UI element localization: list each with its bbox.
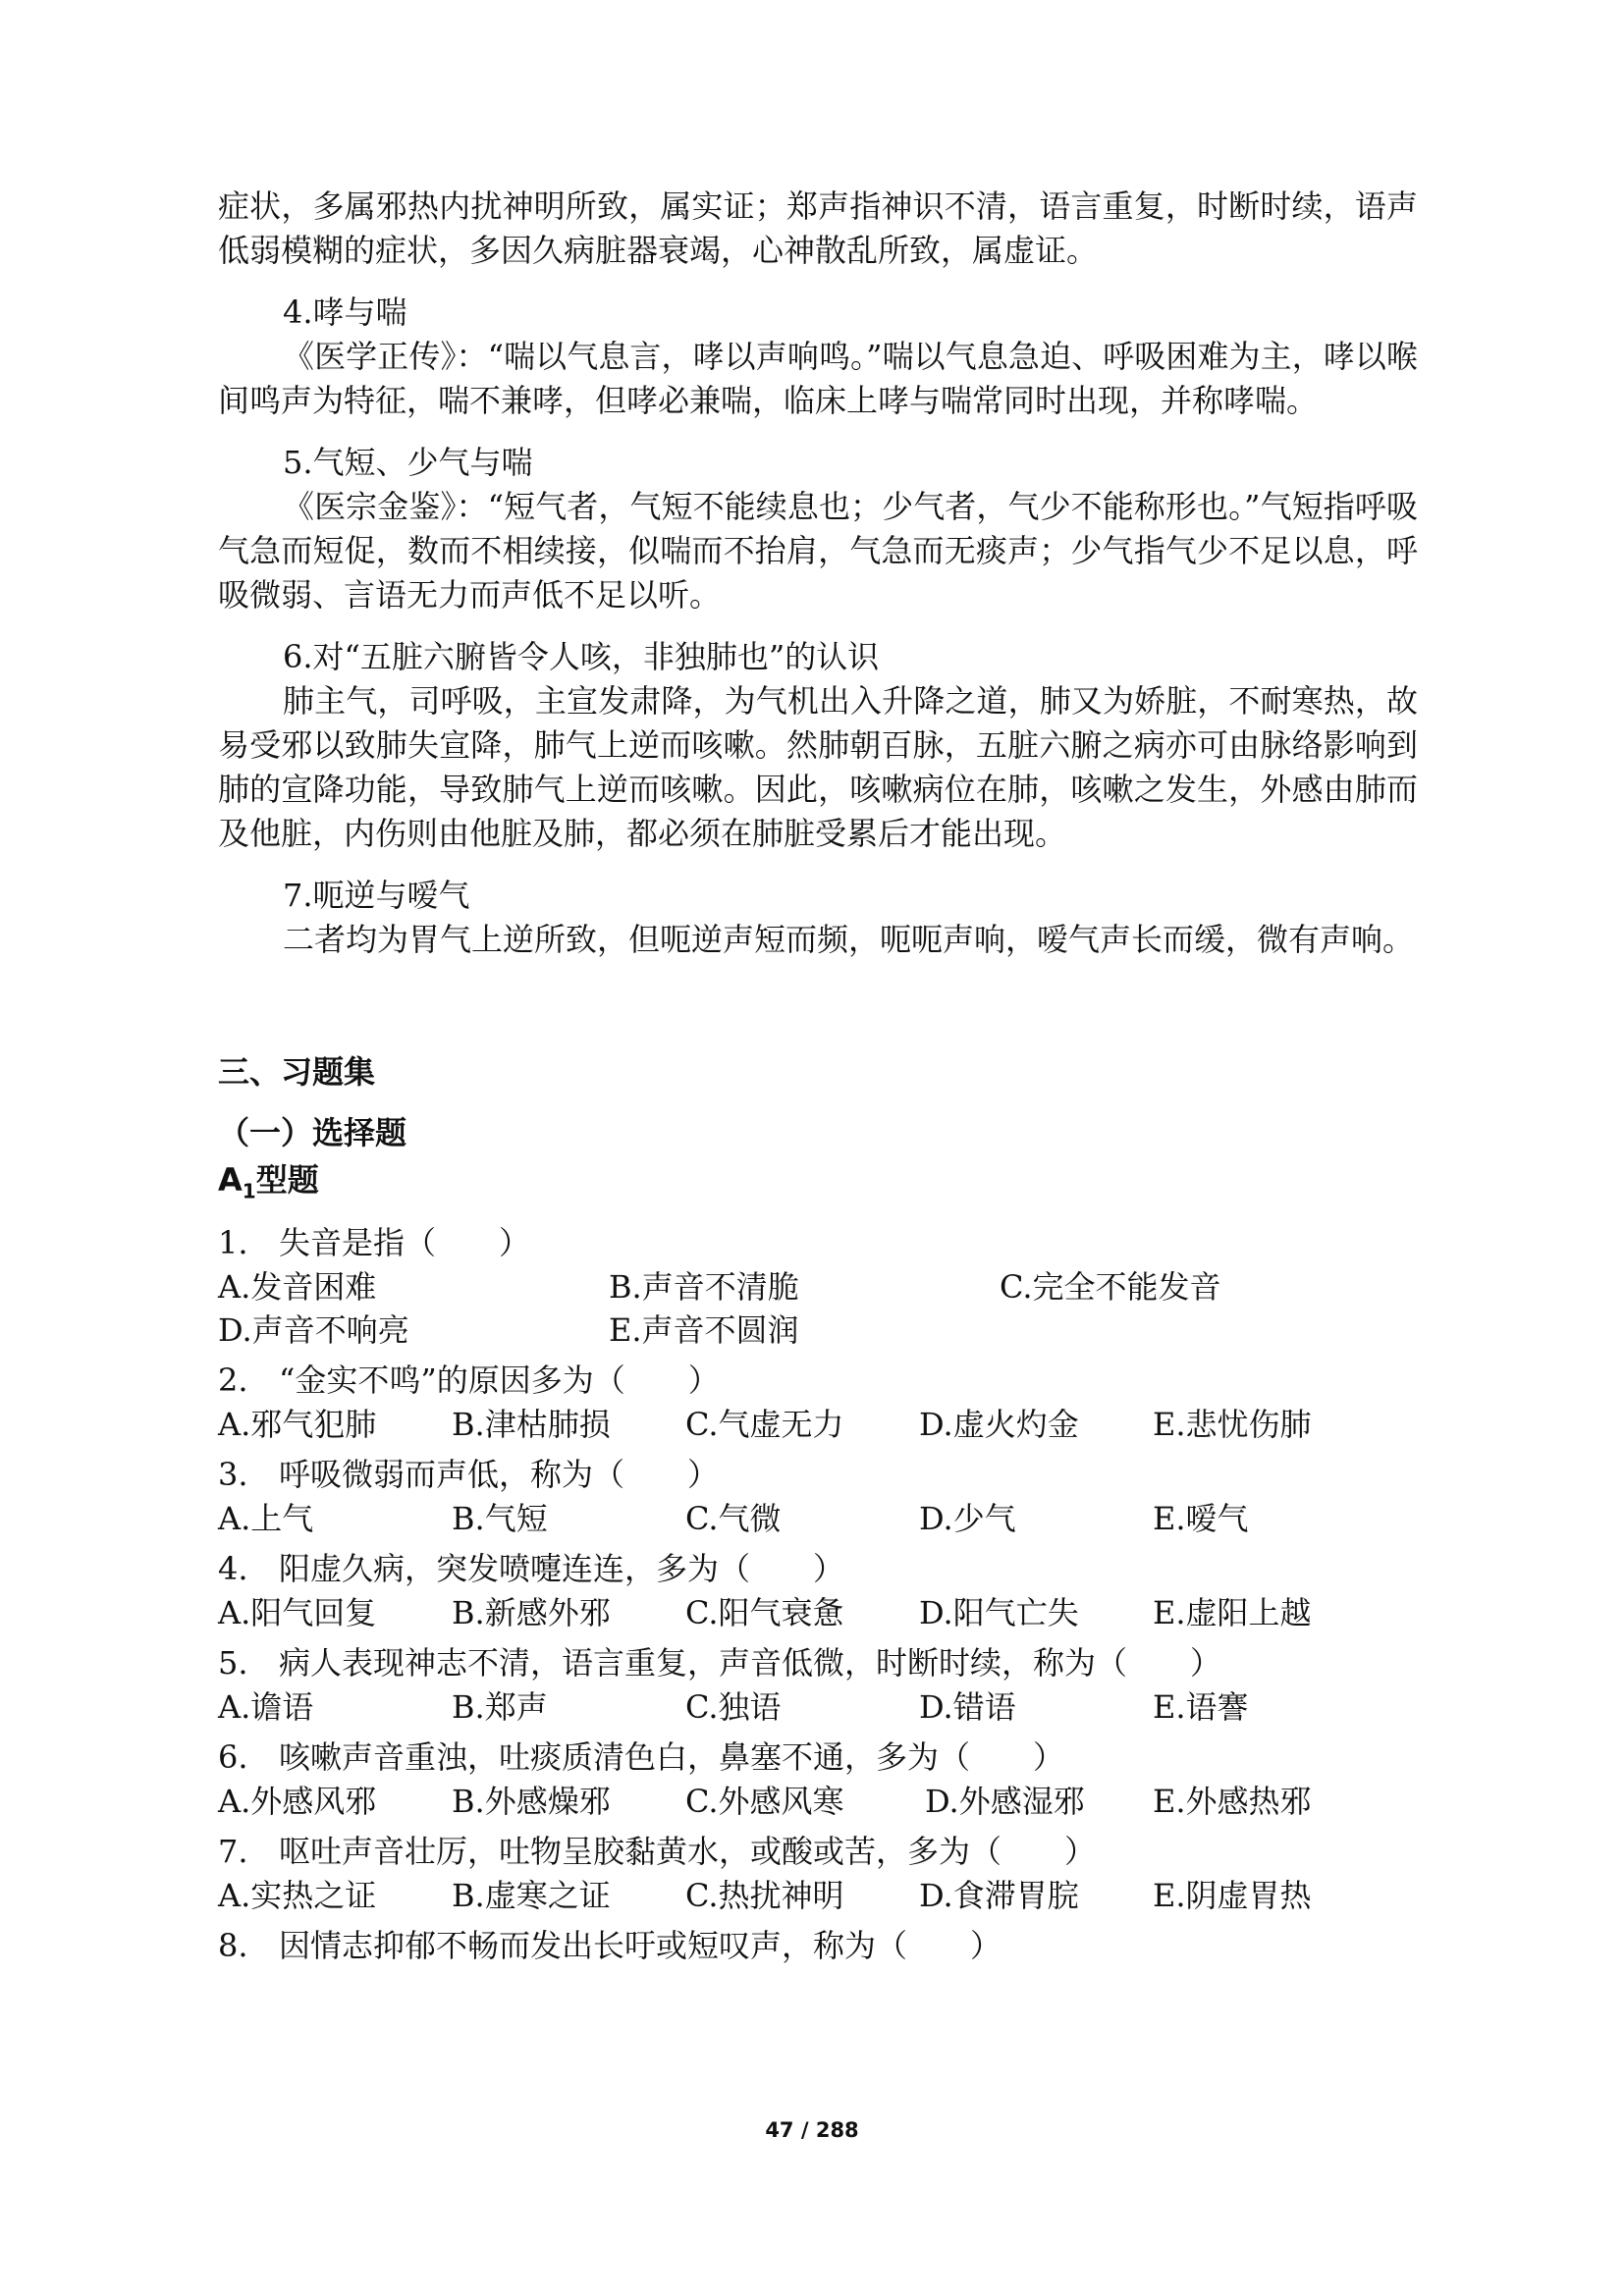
option: B.津枯肺损 [452,1406,611,1444]
option: E.阴虚胃热 [1153,1877,1312,1915]
option: A.发音困难 [218,1268,377,1307]
question-list [218,1220,1418,1968]
question-type-label: $A_1$型题 [218,1161,319,1203]
option: C.气微 [685,1500,782,1538]
option: C.气虚无力 [685,1406,844,1444]
option: E.虚阳上越 [1153,1594,1312,1632]
paragraph-6: 肺主气，司呼吸，主宣发肃降，为气机出入升降之道，肺又为娇脏，不耐寒热，故易受邪以致肺失宣降，肺气上逆而咳嗽。然肺朝百脉，五脏六腑之病亦可由脉络影响到肺的宣降功能，导致肺气上逆而咳嗽。因此，咳嗽病位在肺，咳嗽之发生，外感由肺而及他脏，内伤则由他脏及肺，都必须在肺脏受累后才能出现。 [218,682,1418,852]
option: C.完全不能发音 [1000,1268,1221,1307]
option: C.外感风寒 [685,1783,844,1821]
question-stem: 3. 呼吸微弱而声低，称为（ ） [218,1456,720,1494]
option-row [218,1308,1418,1352]
option: C.独语 [685,1688,782,1727]
option: C.热扰神明 [685,1877,844,1915]
option: E.声音不圆润 [609,1311,799,1350]
heading-7: 7.呃逆与嗳气 [283,877,470,914]
option: D.声音不响亮 [218,1311,409,1350]
option: B.声音不清脆 [609,1268,799,1307]
option: E.悲忧伤肺 [1153,1406,1312,1444]
question-stem: 5. 病人表现神志不清，语言重复，声音低微，时断时续，称为（ ） [218,1644,1222,1682]
page-number: 47 / 288 [765,2118,859,2142]
option-row [218,1497,1418,1540]
subsection-title: （一）选择题 [218,1114,407,1151]
option: A.上气 [218,1500,314,1538]
paragraph-5: 《医宗金鉴》：“短气者，气短不能续息也；少气者，气少不能称形也。”气短指呼吸气急而短促，数而不相续接，似喘而不抬肩，气急而无痰声；少气指气少不足以息，呼吸微弱、言语无力而声低不足以听。 [218,488,1418,614]
document-body [218,185,1418,1968]
option-row [218,1780,1418,1823]
paragraph-4: 《医学正传》：“喘以气息言，哮以声响鸣。”喘以气息急迫、呼吸困难为主，哮以喉间鸣声为特征，喘不兼哮，但哮必兼喘，临床上哮与喘常同时出现，并称哮喘。 [218,338,1418,419]
option: D.外感湿邪 [925,1783,1085,1821]
heading-5: 5.气短、少气与喘 [283,444,533,481]
option: A.外感风邪 [218,1783,377,1821]
question-stem: 2. “金实不鸣”的原因多为（ ） [218,1362,720,1400]
option: B.虚寒之证 [452,1877,611,1915]
option-row [218,1685,1418,1729]
paragraph-continued: 症状，多属邪热内扰神明所致，属实证；郑声指神识不清，语言重复，时断时续，语声低弱模糊的症状，多因久病脏器衰竭，心神散乱所致，属虚证。 [218,187,1418,269]
option: D.食滞胃脘 [919,1877,1079,1915]
question-stem: 7. 呕吐声音壮厉，吐物呈胶黏黄水，或酸或苦，多为（ ） [218,1833,1097,1871]
option: A.实热之证 [218,1877,377,1915]
option-row [218,1874,1418,1917]
option: B.气短 [452,1500,548,1538]
option: A.谵语 [218,1688,314,1727]
option: A.邪气犯肺 [218,1406,377,1444]
option: C.阳气衰惫 [685,1594,844,1632]
option: D.虚火灼金 [919,1406,1079,1444]
heading-6: 6.对“五脏六腑皆令人咳，非独肺也”的认识 [283,638,880,675]
option-row [218,1591,1418,1634]
question-stem: 1. 失音是指（ ） [218,1224,531,1262]
option: E.外感热邪 [1153,1783,1312,1821]
option: D.错语 [919,1688,1016,1727]
option: E.嗳气 [1153,1500,1249,1538]
option: B.郑声 [452,1688,548,1727]
question-stem: 8. 因情志抑郁不畅而发出长吁或短叹声，称为（ ） [218,1927,1002,1965]
question-stem: 6. 咳嗽声音重浊，吐痰质清色白，鼻塞不通，多为（ ） [218,1738,1065,1777]
option: B.外感燥邪 [452,1783,611,1821]
heading-4: 4.哮与喘 [283,294,407,331]
question-stem: 4. 阳虚久病，突发喷嚏连连，多为（ ） [218,1550,845,1588]
option: D.少气 [919,1500,1016,1538]
option: E.语謇 [1153,1688,1249,1727]
option-row [218,1403,1418,1446]
option-row [218,1265,1418,1308]
option: B.新感外邪 [452,1594,611,1632]
option: D.阳气亡失 [919,1594,1079,1632]
option: A.阳气回复 [218,1594,377,1632]
paragraph-7: 二者均为胃气上逆所致，但呃逆声短而频，呃呃声响，嗳气声长而缓，微有声响。 [283,921,1415,958]
section-title: 三、习题集 [218,1053,376,1091]
